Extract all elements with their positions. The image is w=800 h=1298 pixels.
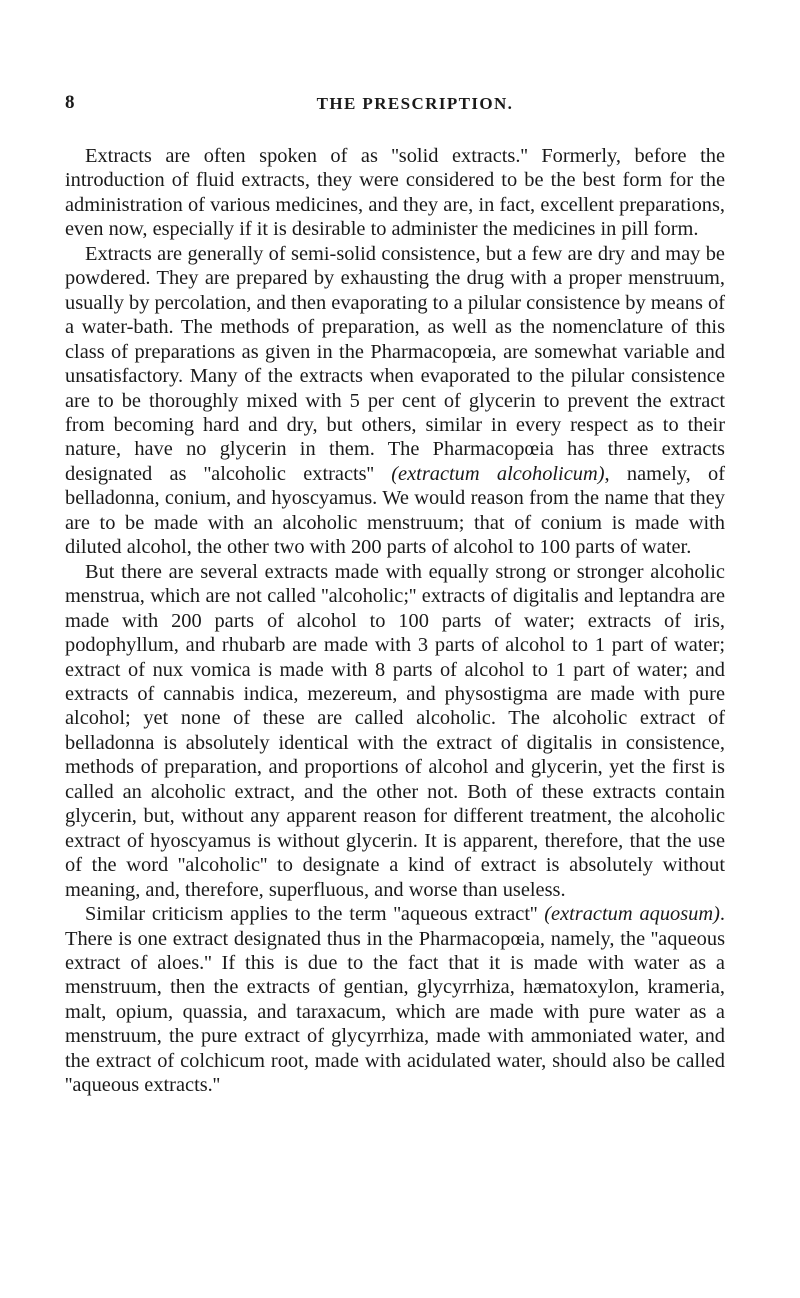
paragraph-text: Extracts are generally of semi-solid consistence, but a few are dry and may be powdered. They are prepared by exhausting the drug with a proper menstruum, usually by percolation, and then evaporating to a pilular consistence by means of a water-bath. The methods of preparation, as well as the nomenclature of this class of preparations as given in the Pharmacopœia, are somewhat variable and unsatisfactory. Many of the extracts when evaporated to the pilular consistence are to be thoroughly mixed with 5 per cent of glycerin to prevent the extract from becoming hard and dry, but others, similar in every respect as to their nature, have no glycerin in them. The Pharmacopœia has three extracts designated as ''alcoholic extracts'': [65, 242, 725, 485]
running-head: THE PRESCRIPTION.: [316, 94, 514, 113]
paragraph-text: . There is one extract designated thus in the Pharmacopœia, namely, the ''aqueous extract of aloes.'' If this is due to the fact that it is made with water as a menstruum, then the extracts of gentian, glycyrrhiza, hæmatoxylon, krameria, malt, opium, quassia, and taraxacum, which are made with pure water as a menstruum, the pure extract of glycyrrhiza, made with ammoniated water, and the extract of colchicum root, made with acidulated water, should also be called ''aqueous extracts.'': [65, 903, 725, 1097]
body-text: [65, 144, 725, 1098]
paragraph-text: Extracts are often spoken of as ''solid extracts.'' Formerly, before the introduction of fluid extracts, they were considered to be the best form for the administration of various medicines, and they are, in fact, excellent preparations, even now, especially if it is desirable to administer the medicines in pill form.: [65, 145, 725, 241]
paragraph-text: Similar criticism applies to the term ''aqueous extract'': [85, 903, 545, 926]
page-header: [65, 92, 725, 116]
paragraph-text: , namely, of belladonna, conium, and hyoscyamus. We would reason from the name that they are to be made with an alcoholic menstruum; that of conium is made with diluted alcohol, the other two with 200 parts of alcohol to 100 parts of water.: [65, 462, 725, 559]
paragraph-text: But there are several extracts made with equally strong or stronger alcoholic menstrua, which are not called ''alcoholic;'' extracts of digitalis and leptandra are made with 200 parts of alcohol to 100 parts of water; extracts of iris, podophyllum, and rhubarb are made with 3 parts of alcohol to 1 part of water; extract of nux vomica is made with 8 parts of alcohol to 1 part of water; and extracts of cannabis indica, mezereum, and physostigma are made with pure alcohol; yet none of these are called alcoholic. The alcoholic extract of belladonna is absolutely identical with the extract of digitalis in consistence, methods of preparation, and proportions of alcohol and glycerin, yet the first is called an alcoholic extract, and the other not. Both of these extracts contain glycerin, but, without any apparent reason for different treatment, the alcoholic extract of hyoscyamus is without glycerin. It is apparent, therefore, that the use of the word ''alcoholic'' to designate a kind of extract is absolutely without meaning, and, therefore, superfluous, and worse than useless.: [65, 560, 725, 901]
paragraph-consistence: [65, 242, 725, 560]
paragraph-solid-extracts: [65, 144, 725, 242]
paragraph-aqueous-extract: [65, 902, 725, 1098]
paragraph-alcoholic-menstrua: [65, 560, 725, 902]
latin-term-aquosum: (extractum aquosum): [544, 903, 720, 926]
page-number: 8: [65, 92, 75, 113]
latin-term-alcoholicum: (extractum alcoholicum): [391, 462, 605, 485]
